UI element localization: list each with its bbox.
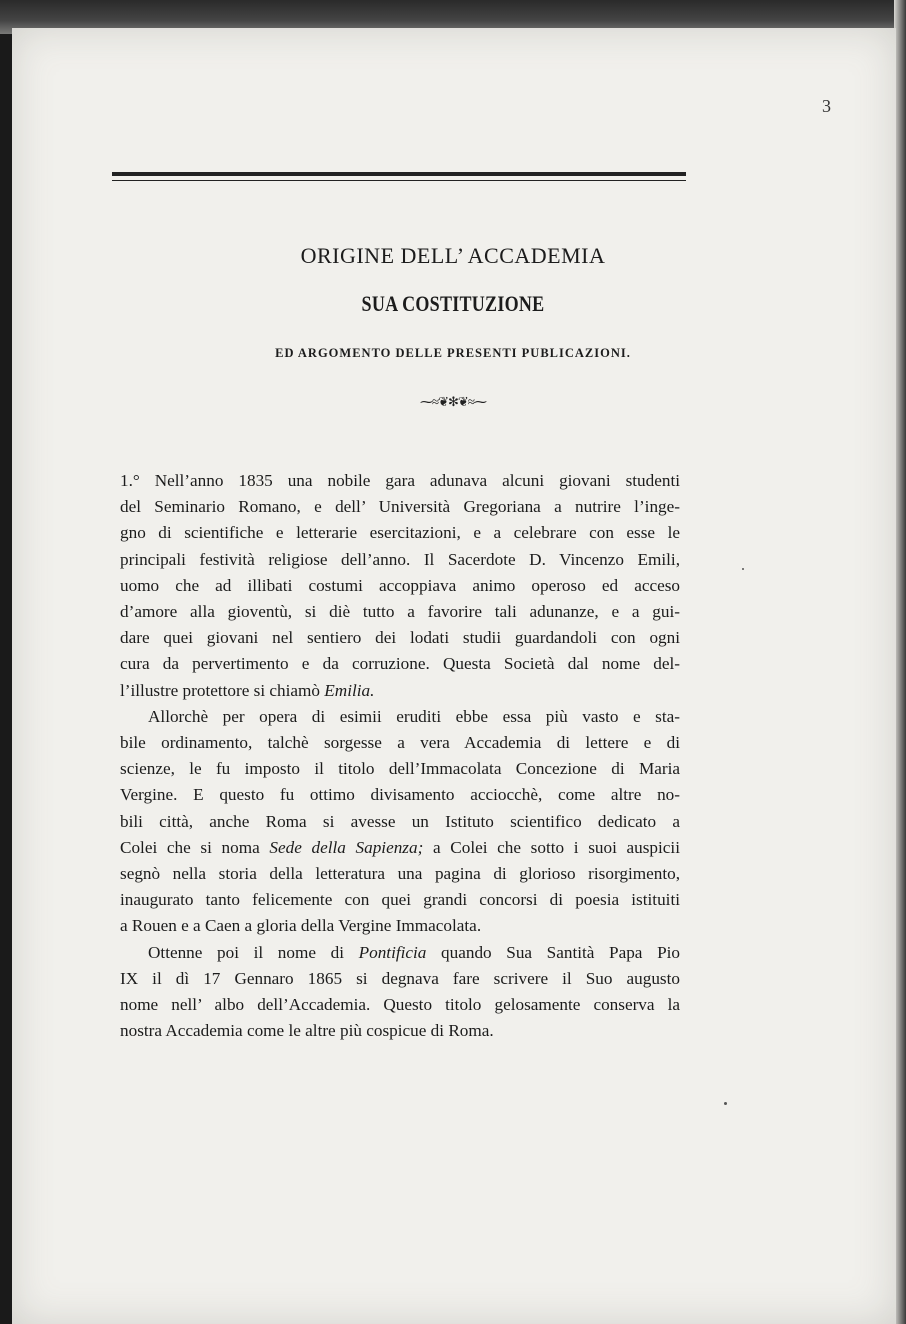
text-line: Colei che si noma Sede della Sapienza; a Colei che sotto i suoi auspicii <box>120 837 680 857</box>
text-line: 1.° Nell’anno 1835 una nobile gara adunava alcuni giovani studenti <box>120 471 680 490</box>
page-number: 3 <box>822 96 831 116</box>
italic-text: Pontificia <box>358 942 427 962</box>
body-text <box>120 468 680 1044</box>
text-line: uomo che ad illibati costumi accoppiava animo operoso ed acceso <box>120 575 680 595</box>
text-line: del Seminario Romano, e dell’ Università Gregoriana a nutrire l’inge- <box>120 497 680 517</box>
text-line: a Rouen e a Caen a gloria della Vergine Immacolata. <box>120 916 482 936</box>
text-line: Allorchè per opera di esimii eruditi ebbe essa più vasto e sta- <box>148 706 680 726</box>
text-line: Ottenne poi il nome di Pontificia quando Sua Santità Papa Pio <box>148 942 680 962</box>
header-rule-thick <box>112 172 686 176</box>
heading-line-1: ORIGINE DELL’ ACCADEMIA <box>300 243 606 268</box>
text-line: gno di scientifiche e letterarie esercitazioni, e a celebrare con esse le <box>120 523 680 543</box>
text-line: segnò nella storia della letteratura una pagina di glorioso risorgimento, <box>120 864 680 884</box>
text-line: Vergine. E questo fu ottimo divisamento acciocchè, come altre no- <box>120 785 680 805</box>
scan-speck <box>724 1102 727 1105</box>
text-line: bile ordinamento, talchè sorgesse a vera Accademia di lettere e di <box>120 733 680 753</box>
text-line: d’amore alla gioventù, si diè tutto a favorire tali adunanze, e a gui- <box>120 602 680 622</box>
text-line: nostra Accademia come le altre più cospicue di Roma. <box>120 1021 494 1041</box>
paragraph-3-continued <box>120 966 680 1045</box>
text-line: IX il dì 17 Gennaro 1865 si degnava fare scrivere il Suo augusto <box>120 968 680 988</box>
text-line: nome nell’ albo dell’Accademia. Questo titolo gelosamente conserva la <box>120 995 680 1015</box>
paragraph-2-continued <box>120 730 680 940</box>
paragraph-2 <box>120 704 680 730</box>
scan-speck <box>742 568 744 570</box>
ornament-divider: ⁓≈❦✻❦≈⁓ <box>420 394 486 409</box>
text-line: l’illustre protettore si chiamò Emilia. <box>120 680 375 700</box>
text-line: principali festività religiose dell’anno. Il Sacerdote D. Vincenzo Emili, <box>120 549 680 569</box>
header-rule-thin <box>112 180 686 181</box>
paragraph-3 <box>120 940 680 966</box>
italic-text: Emilia. <box>324 680 375 700</box>
heading-line-2: SUA COSTITUZIONE <box>361 291 545 316</box>
heading-line-3: ED ARGOMENTO DELLE PRESENTI PUBLICAZIONI. <box>275 346 631 360</box>
text-line: dare quei giovani nel sentiero dei lodati studii guardandoli con ogni <box>120 628 680 648</box>
text-line: inaugurato tanto felicemente con quei grandi concorsi di poesia istituiti <box>120 890 680 910</box>
italic-text: Sede della Sapienza; <box>269 837 424 857</box>
text-line: cura da pervertimento e da corruzione. Questa Società dal nome del- <box>120 654 680 674</box>
text-line: bili città, anche Roma si avesse un Istituto scientifico dedicato a <box>120 811 680 831</box>
paragraph-1 <box>120 468 680 704</box>
text-line: scienze, le fu imposto il titolo dell’Immacolata Concezione di Maria <box>120 759 680 779</box>
